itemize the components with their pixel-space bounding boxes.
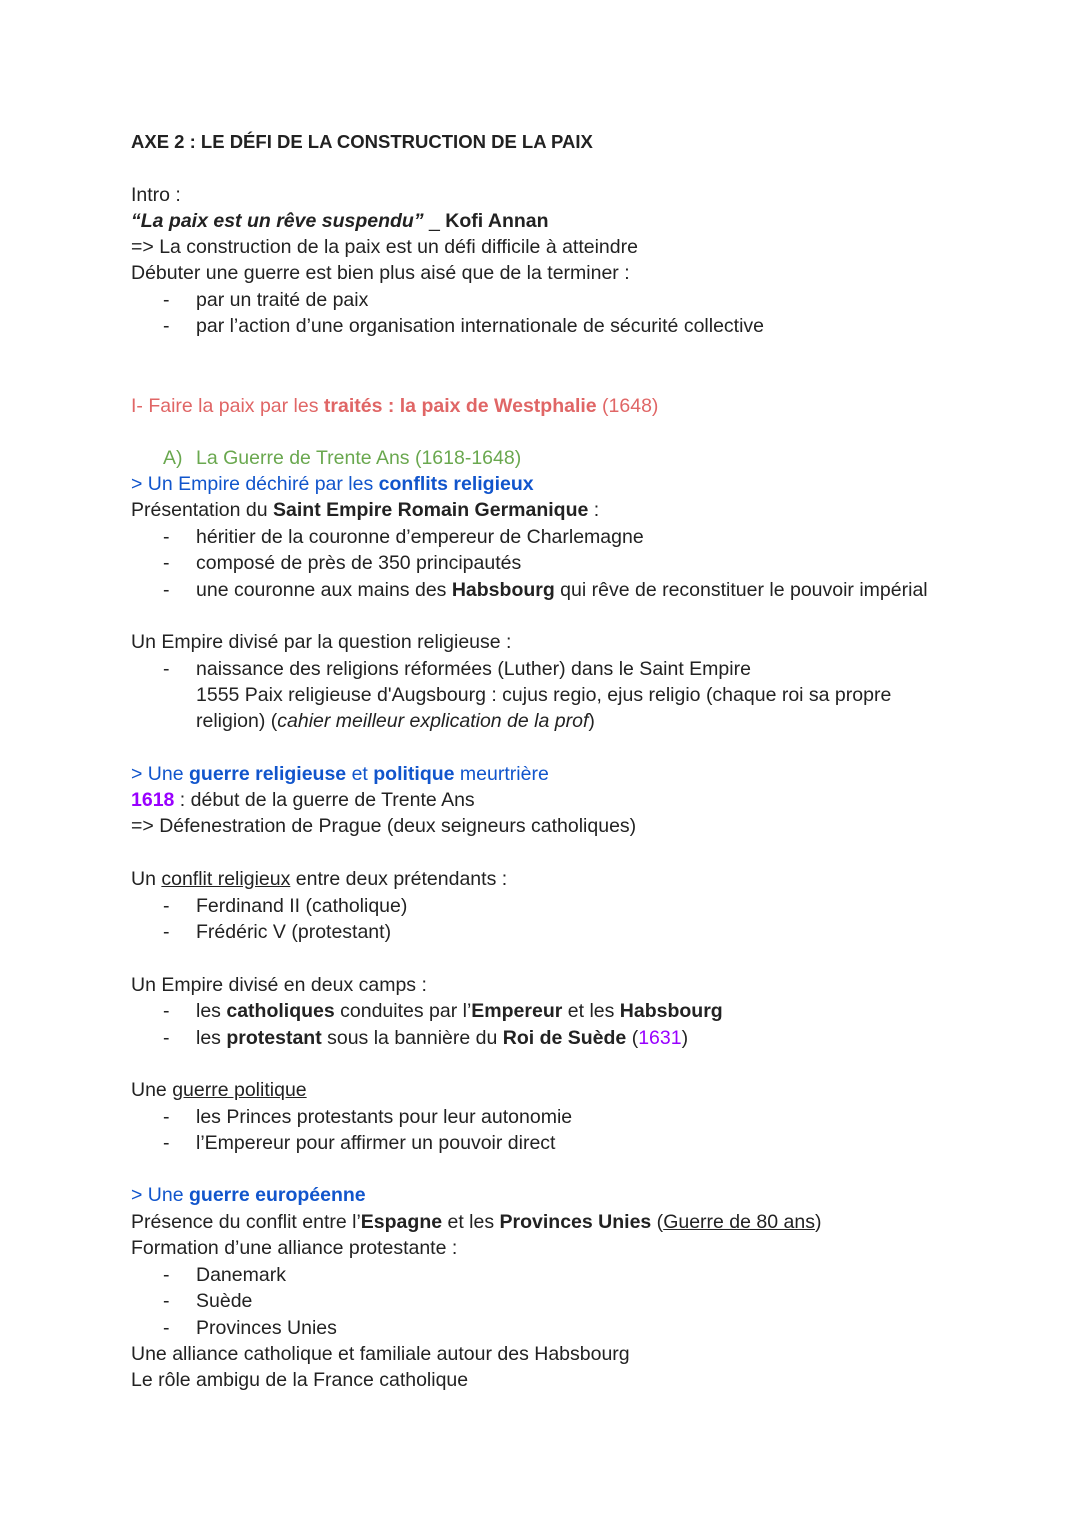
intro-label: Intro : <box>131 184 181 206</box>
paragraph-heading: > Un Empire déchiré par les conflits religieux <box>131 473 534 495</box>
intro-line: => La construction de la paix est un défi difficile à atteindre <box>131 236 638 258</box>
text-line: Présence du conflit entre l’Espagne et les Provinces Unies (Guerre de 80 ans) <box>131 1211 822 1233</box>
text-line: => Défenestration de Prague (deux seigneurs catholiques) <box>131 815 637 837</box>
text-line: Présentation du Saint Empire Romain Germanique : <box>131 499 600 521</box>
paragraph-heading: > Une guerre européenne <box>131 1184 366 1206</box>
intro-quote: “La paix est un rêve suspendu” _ Kofi Annan <box>131 210 549 232</box>
paragraph-heading: > Une guerre religieuse et politique meurtrière <box>131 763 549 785</box>
text-line: religion) (cahier meilleur explication de la prof) <box>196 710 595 732</box>
text-line: Une alliance catholique et familiale autour des Habsbourg <box>131 1343 630 1365</box>
section-heading: I- Faire la paix par les traités : la paix de Westphalie (1648) <box>131 395 659 417</box>
text-line: Un Empire divisé par la question religieuse : <box>131 631 512 653</box>
text-line: Un conflit religieux entre deux prétendants : <box>131 868 508 890</box>
document-page: AXE 2 : LE DÉFI DE LA CONSTRUCTION DE LA PAIX Intro : “La paix est un rêve suspendu” _ Kofi Annan => La construction de la paix est un défi difficile à atteindre Débuter une guerre est bien plus aisé que de la terminer : - par un traité de paix - par l’action d’une organisation internationale de sécurité collective I- Faire la paix par les traités : la paix de Westphalie (1648) A) La Guerre de Trente Ans (1618-1648) > Un Empire déchiré par les conflits religieux Présentation du Saint Empire Romain Germanique : - héritier de la couronne d’empereur de Charlemagne - composé de près de 350 principautés - une couronne aux mains des Habsbourg qui rêve de reconstituer le pouvoir impérial Un Empire divisé par la question religieuse : - naissance des religions réformées (Luther) dans le Saint Empire 1555 Paix religieuse d'Augsbourg : cujus regio, ejus religio (chaque roi sa propre religion) (cahier meilleur explication de la prof) > Une guerre religieuse et politique meurtrière 1618 : début de la guerre de Trente Ans => Défenestration de Prague (deux seigneurs catholiques) Un conflit religieux entre deux prétendants : - Ferdinand II (catholique) - Frédéric V (protestant) Un Empire divisé en deux camps : - les catholiques conduites par l’Empereur et les Habsbourg - les protestant sous la bannière du Roi de Suède (1631) Une guerre politique - les Princes protestants pour leur autonomie - l’Empereur pour affirmer un pouvoir direct > Une guerre européenne Présence du conflit entre l’Espagne et les Provinces Unies (Guerre de 80 ans) Formation d’une alliance protestante : - Danemark - Suède - Provinces Unies Une alliance catholique et familiale autour des Habsbourg Le rôle ambigu de la France catholique <box>131 131 928 1391</box>
text-line: 1555 Paix religieuse d'Augsbourg : cujus regio, ejus religio (chaque roi sa propre <box>196 684 892 706</box>
text-line: Le rôle ambigu de la France catholique <box>131 1369 469 1391</box>
page-title: AXE 2 : LE DÉFI DE LA CONSTRUCTION DE LA PAIX <box>131 131 593 152</box>
subsection-heading: A) La Guerre de Trente Ans (1618-1648) <box>163 447 522 469</box>
text-line: Une guerre politique <box>131 1079 307 1101</box>
text-line: Formation d’une alliance protestante : <box>131 1237 458 1259</box>
text-line: 1618 : début de la guerre de Trente Ans <box>131 789 475 811</box>
intro-line: Débuter une guerre est bien plus aisé que de la terminer : <box>131 262 630 284</box>
text-line: Un Empire divisé en deux camps : <box>131 974 427 996</box>
